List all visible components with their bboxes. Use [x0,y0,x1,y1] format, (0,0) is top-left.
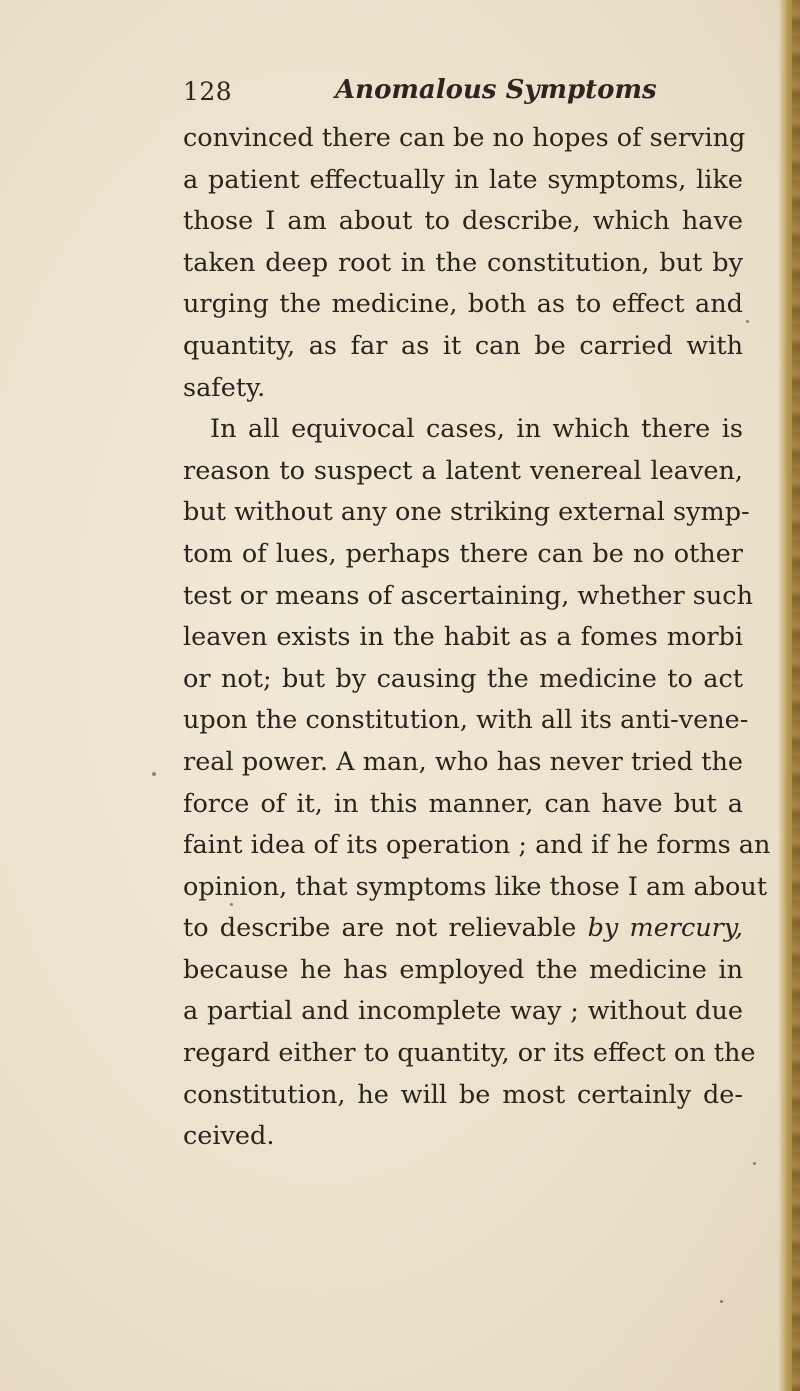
text-line: a partial and incomplete way ; without due [183,996,743,1027]
text-line: because he has employed the medicine in [183,954,743,985]
text-line: convinced there can be no hopes of serving [183,123,746,153]
body-text [183,118,771,1158]
text-line-segment: to describe are not relievable [183,913,577,944]
text-line: taken deep root in the constitution, but by [183,247,743,278]
text-line: In all equivocal cases, in which there is [210,414,743,445]
text-line: test or means of ascertaining, whether such [183,580,754,611]
binding-edge-strip [792,0,800,1391]
text-line: real power. A man, who has never tried the [183,746,743,777]
text-line: regard either to quantity, or its effect on the [183,1038,756,1069]
text-line: tom of lues, perhaps there can be no other [183,538,743,569]
page-header [183,77,743,113]
text-line: reason to suspect a latent venereal leaven, [183,455,743,486]
text-line: opinion, that symptoms like those I am about [183,871,768,902]
text-line: or not; but by causing the medicine to act [183,663,743,694]
text-line-with-italic [183,908,743,950]
text-line: a patient effectually in late symptoms, like [183,164,743,195]
text-line: safety. [183,372,266,403]
text-line: quantity, as far as it can be carried with [183,330,743,361]
text-line: those I am about to describe, which have [183,206,743,237]
text-line: but without any one striking external symp- [183,497,750,528]
page-number: 128 [183,77,233,106]
italic-phrase: by mercury, [587,913,743,944]
text-line: upon the constitution, with all its anti-vene- [183,705,749,736]
running-title: Anomalous Symptoms [335,75,657,105]
text-line: urging the medicine, both as to effect and [183,289,743,320]
text-line: leaven exists in the habit as a fomes morbi [183,622,743,653]
text-line: ceived. [183,1121,275,1152]
text-line: force of it, in this manner, can have but a [183,788,743,819]
text-line: constitution, he will be most certainly de- [183,1079,743,1110]
text-line: faint idea of its operation ; and if he forms an [183,830,771,861]
